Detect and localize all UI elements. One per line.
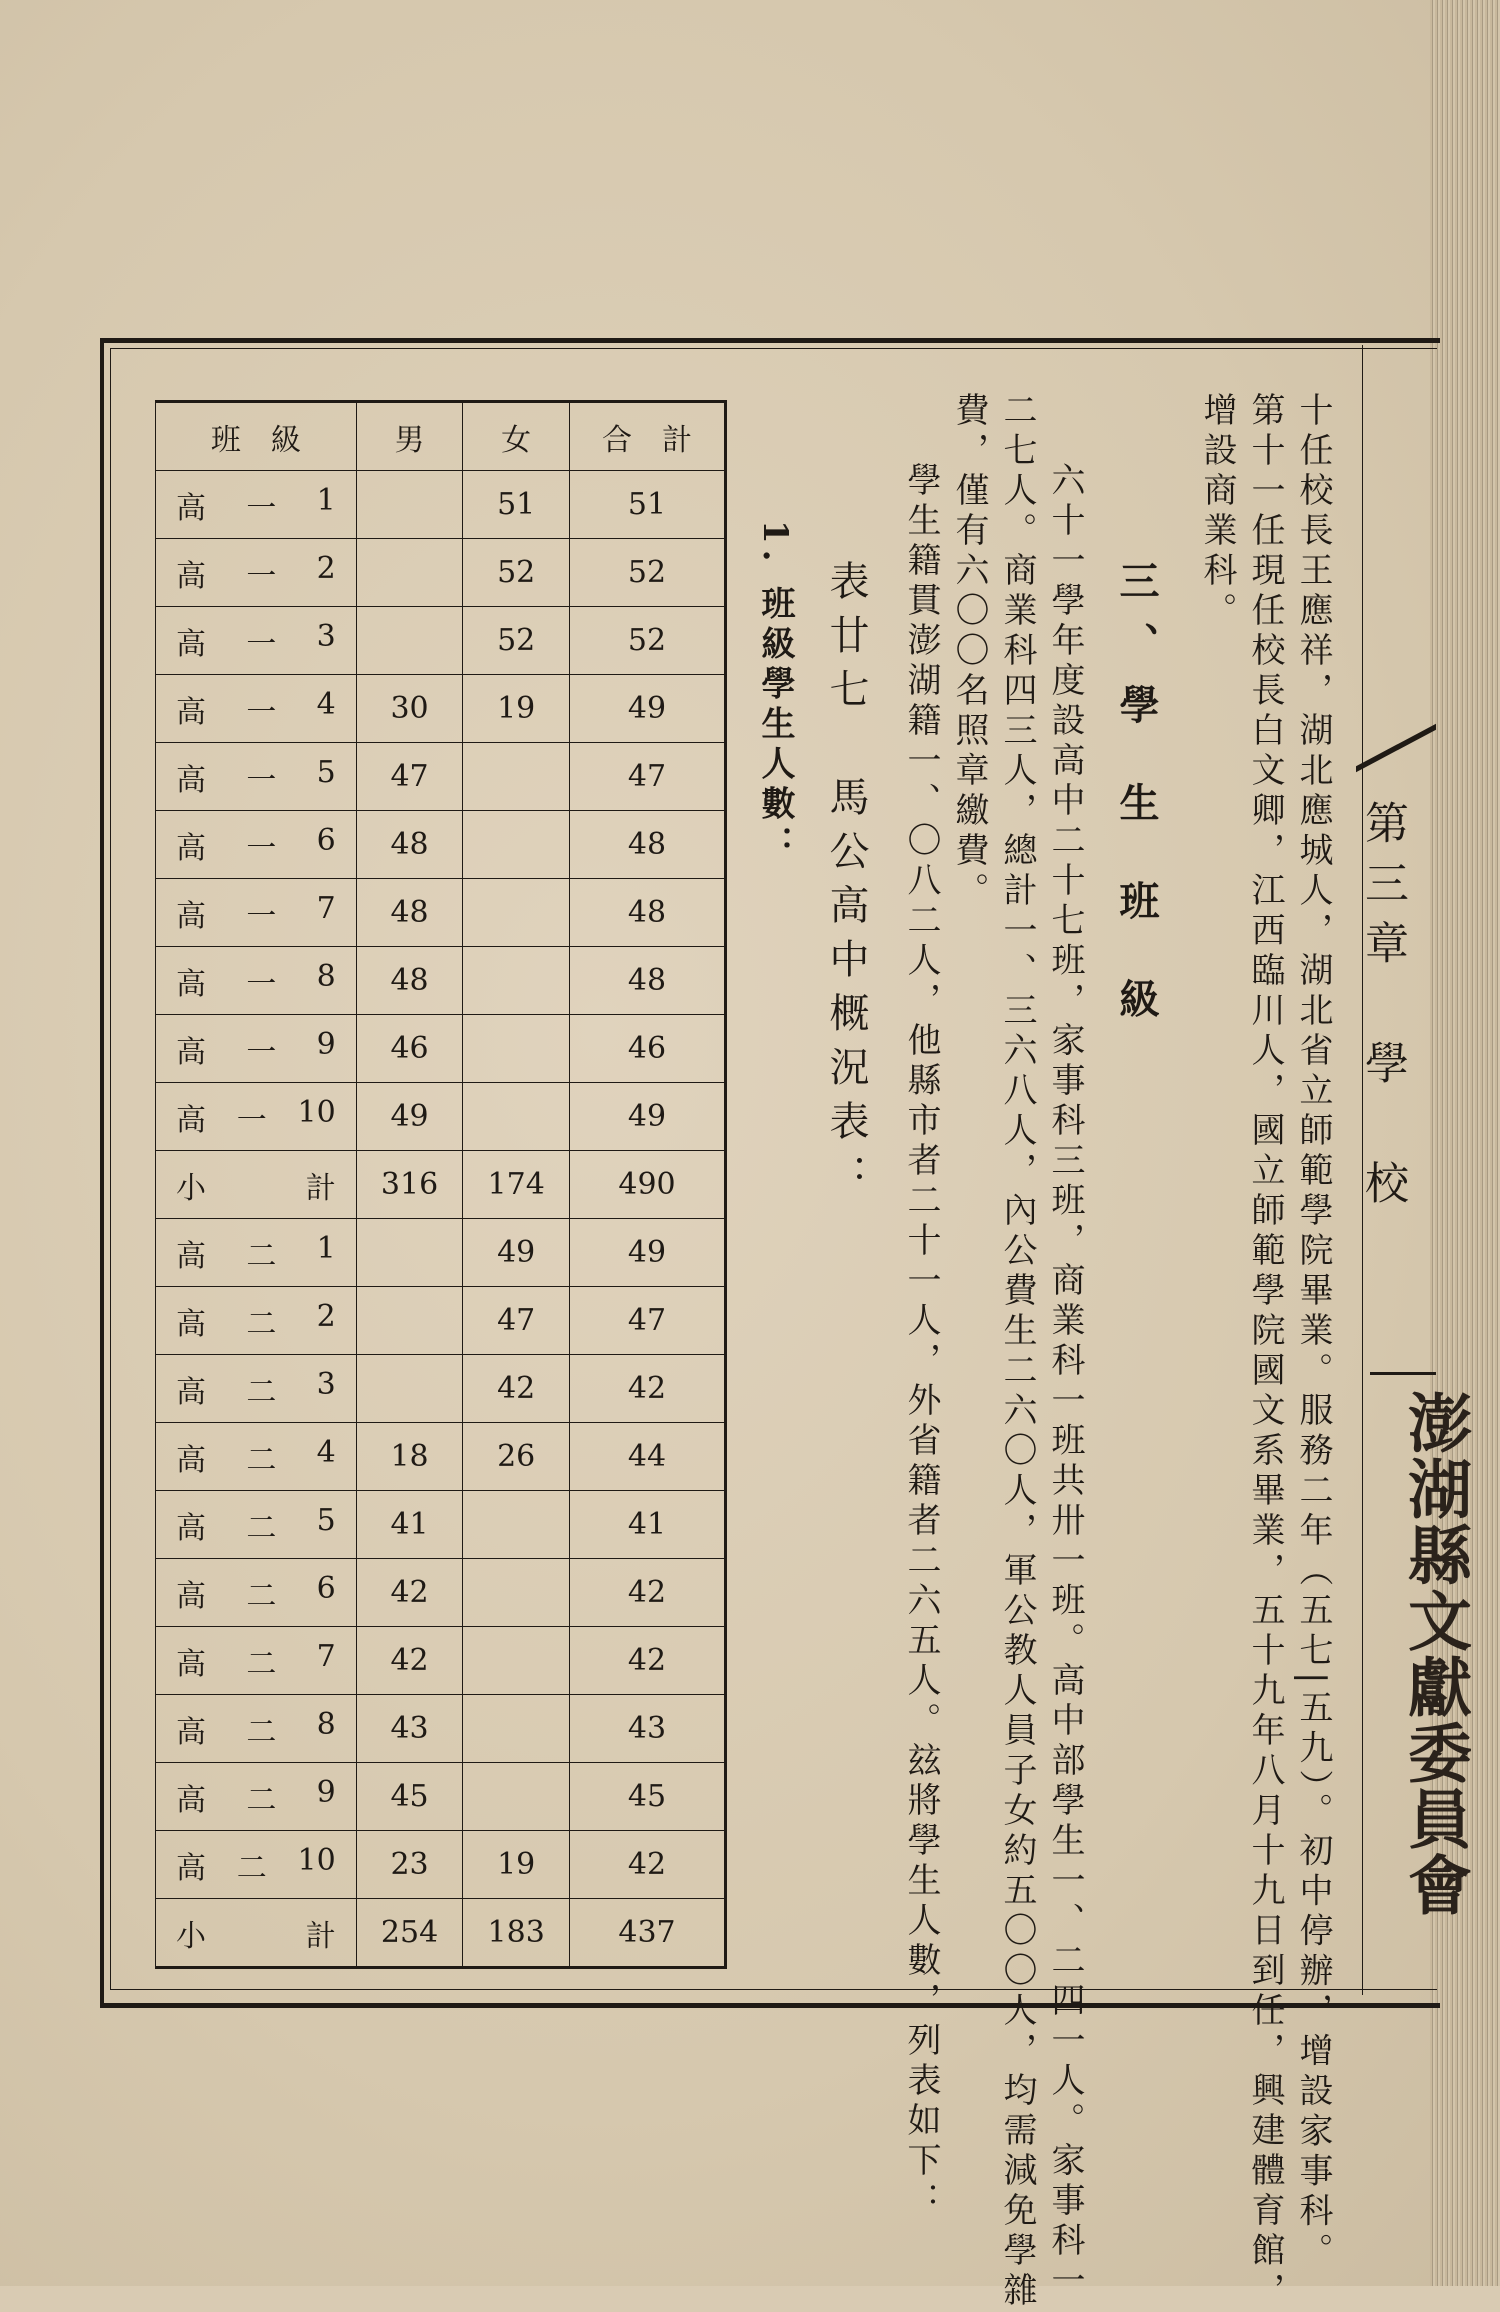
total-cell: 49 xyxy=(570,675,726,743)
male-cell: 42 xyxy=(356,1627,463,1695)
class-year: 二 xyxy=(246,1510,277,1546)
total-cell: 437 xyxy=(570,1899,726,1968)
table-row xyxy=(156,539,726,607)
table-row xyxy=(156,1423,726,1491)
class-cell xyxy=(156,1763,357,1831)
female-cell: 174 xyxy=(463,1151,570,1219)
total-cell: 490 xyxy=(570,1151,726,1219)
class-cell xyxy=(156,811,357,879)
class-grade: 高 xyxy=(176,1714,206,1750)
female-cell xyxy=(463,879,570,947)
male-cell: 23 xyxy=(356,1831,463,1899)
class-grade: 高 xyxy=(176,1646,206,1682)
total-cell: 48 xyxy=(570,811,726,879)
class-cell xyxy=(156,471,357,539)
total-cell: 42 xyxy=(570,1559,726,1627)
class-grade: 高 xyxy=(176,1850,206,1886)
male-cell: 49 xyxy=(356,1083,463,1151)
class-no: 10 xyxy=(297,1094,336,1130)
table-row xyxy=(156,1831,726,1899)
male-cell: 316 xyxy=(356,1151,463,1219)
total-cell: 43 xyxy=(570,1695,726,1763)
female-cell: 49 xyxy=(463,1219,570,1287)
female-cell xyxy=(463,1695,570,1763)
table-row xyxy=(156,1287,726,1355)
table-row xyxy=(156,1899,726,1968)
class-year: 一 xyxy=(246,966,277,1002)
class-no: 9 xyxy=(316,1774,336,1810)
class-year: 一 xyxy=(246,898,277,934)
table-row xyxy=(156,675,726,743)
body-column: 增設商業科。 xyxy=(1197,392,1237,632)
female-cell: 42 xyxy=(463,1355,570,1423)
class-cell xyxy=(156,1695,357,1763)
table-row xyxy=(156,1627,726,1695)
class-no: 計 xyxy=(305,1170,336,1206)
class-grade: 高 xyxy=(176,626,206,662)
class-no: 8 xyxy=(316,958,336,994)
total-cell: 47 xyxy=(570,1287,726,1355)
total-cell: 47 xyxy=(570,743,726,811)
class-no: 5 xyxy=(316,754,336,790)
male-cell xyxy=(356,471,463,539)
table-row xyxy=(156,1083,726,1151)
total-cell: 46 xyxy=(570,1015,726,1083)
female-cell xyxy=(463,1627,570,1695)
paragraph-column: 二七人。商業科四三人，總計一、三六八人，內公費生二六〇人，軍公教人員子女約五〇〇人，均需減免學雜 xyxy=(997,392,1037,2312)
class-cell xyxy=(156,1355,357,1423)
total-cell: 52 xyxy=(570,539,726,607)
class-no: 7 xyxy=(316,1638,336,1674)
class-year: 二 xyxy=(236,1850,267,1886)
county-rule xyxy=(1370,1372,1436,1375)
paragraph-column: 六十一學年度設高中二十七班，家事科三班，商業科一班共卅一班。高中部學生一、二四一人。家事科一 xyxy=(1045,462,1085,2302)
table-row xyxy=(156,1559,726,1627)
header-male: 男 xyxy=(356,402,463,471)
table-row xyxy=(156,1015,726,1083)
page-edge xyxy=(1430,0,1500,2286)
male-cell: 48 xyxy=(356,811,463,879)
female-cell xyxy=(463,1491,570,1559)
class-grade: 高 xyxy=(176,1238,206,1274)
body-column: 第十一任現任校長白文卿，江西臨川人，國立師範學院國文系畢業，五十九年八月十九日到任，興建體育館， xyxy=(1245,392,1285,2312)
class-grade: 高 xyxy=(176,694,206,730)
class-cell xyxy=(156,1083,357,1151)
class-cell xyxy=(156,1627,357,1695)
total-cell: 48 xyxy=(570,879,726,947)
table-row xyxy=(156,1491,726,1559)
female-cell xyxy=(463,1559,570,1627)
table-row xyxy=(156,879,726,947)
female-cell xyxy=(463,743,570,811)
total-cell: 49 xyxy=(570,1219,726,1287)
male-cell: 45 xyxy=(356,1763,463,1831)
header-class: 班 級 xyxy=(156,402,357,471)
male-cell: 46 xyxy=(356,1015,463,1083)
total-cell: 51 xyxy=(570,471,726,539)
class-grade: 高 xyxy=(176,1782,206,1818)
class-cell xyxy=(156,1287,357,1355)
male-cell xyxy=(356,1355,463,1423)
class-cell xyxy=(156,879,357,947)
class-cell xyxy=(156,1015,357,1083)
female-cell: 52 xyxy=(463,607,570,675)
class-year: 二 xyxy=(246,1306,277,1342)
section-heading: 三、學 生 班 級 xyxy=(1113,560,1160,1040)
class-grade: 高 xyxy=(176,558,206,594)
class-year: 一 xyxy=(246,694,277,730)
class-cell xyxy=(156,743,357,811)
class-year: 二 xyxy=(246,1374,277,1410)
header-total: 合 計 xyxy=(570,402,726,471)
male-cell: 254 xyxy=(356,1899,463,1968)
class-year: 一 xyxy=(246,830,277,866)
table-title: 表廿七 馬公高中概況表： xyxy=(823,560,869,1208)
class-grade: 小 xyxy=(176,1918,206,1954)
class-no: 3 xyxy=(316,618,336,654)
class-year: 二 xyxy=(246,1782,277,1818)
total-cell: 42 xyxy=(570,1627,726,1695)
class-grade: 高 xyxy=(176,898,206,934)
total-cell: 45 xyxy=(570,1763,726,1831)
class-year: 二 xyxy=(246,1646,277,1682)
class-no: 1 xyxy=(316,482,336,518)
class-grade: 高 xyxy=(176,1306,206,1342)
class-no: 4 xyxy=(316,1434,336,1470)
class-grade: 高 xyxy=(176,490,206,526)
table-row xyxy=(156,1355,726,1423)
female-cell: 52 xyxy=(463,539,570,607)
male-cell: 18 xyxy=(356,1423,463,1491)
female-cell: 51 xyxy=(463,471,570,539)
paragraph-column: 費，僅有六〇〇名照章繳費。 xyxy=(949,392,989,912)
male-cell: 43 xyxy=(356,1695,463,1763)
class-cell xyxy=(156,607,357,675)
table-row xyxy=(156,947,726,1015)
total-cell: 42 xyxy=(570,1831,726,1899)
male-cell xyxy=(356,1219,463,1287)
class-cell xyxy=(156,1831,357,1899)
table-row xyxy=(156,1151,726,1219)
class-year: 二 xyxy=(246,1714,277,1750)
table-subtitle: 1. 班級學生人數： xyxy=(755,520,795,866)
class-grade: 高 xyxy=(176,1442,206,1478)
table-row xyxy=(156,1695,726,1763)
class-student-table xyxy=(155,400,727,1969)
table-row xyxy=(156,811,726,879)
female-cell: 183 xyxy=(463,1899,570,1968)
class-no: 2 xyxy=(316,550,336,586)
female-cell: 26 xyxy=(463,1423,570,1491)
class-cell xyxy=(156,1423,357,1491)
female-cell: 19 xyxy=(463,675,570,743)
class-cell xyxy=(156,1491,357,1559)
class-grade: 高 xyxy=(176,1510,206,1546)
class-year: 二 xyxy=(246,1578,277,1614)
class-no: 7 xyxy=(316,890,336,926)
paragraph-column: 學生籍貫澎湖籍一、〇八二人，他縣市者二十一人，外省籍者二六五人。玆將學生人數，列表如下： xyxy=(901,462,941,2222)
class-year: 一 xyxy=(246,1034,277,1070)
class-no: 2 xyxy=(316,1298,336,1334)
class-no: 3 xyxy=(316,1366,336,1402)
class-no: 6 xyxy=(316,822,336,858)
class-grade: 高 xyxy=(176,966,206,1002)
class-year: 二 xyxy=(246,1442,277,1478)
male-cell: 42 xyxy=(356,1559,463,1627)
male-cell xyxy=(356,539,463,607)
class-grade: 高 xyxy=(176,1374,206,1410)
class-grade: 高 xyxy=(176,1102,206,1138)
class-cell xyxy=(156,675,357,743)
total-cell: 41 xyxy=(570,1491,726,1559)
female-cell: 47 xyxy=(463,1287,570,1355)
class-grade: 高 xyxy=(176,1034,206,1070)
male-cell xyxy=(356,1287,463,1355)
county-committee-title: 澎湖縣文獻委員會 xyxy=(1397,1390,1472,1918)
total-cell: 42 xyxy=(570,1355,726,1423)
male-cell: 48 xyxy=(356,879,463,947)
male-cell xyxy=(356,607,463,675)
class-year: 一 xyxy=(236,1102,267,1138)
male-cell: 48 xyxy=(356,947,463,1015)
table-row xyxy=(156,471,726,539)
class-cell xyxy=(156,1559,357,1627)
class-year: 一 xyxy=(246,490,277,526)
chapter-title: 第三章 學 校 xyxy=(1357,800,1408,1220)
table-row xyxy=(156,607,726,675)
total-cell: 48 xyxy=(570,947,726,1015)
class-no: 6 xyxy=(316,1570,336,1606)
class-no: 5 xyxy=(316,1502,336,1538)
class-cell xyxy=(156,1151,357,1219)
female-cell xyxy=(463,947,570,1015)
table-row xyxy=(156,1219,726,1287)
table-header-row xyxy=(156,402,726,471)
total-cell: 44 xyxy=(570,1423,726,1491)
class-no: 4 xyxy=(316,686,336,722)
female-cell: 19 xyxy=(463,1831,570,1899)
class-year: 一 xyxy=(246,558,277,594)
male-cell: 47 xyxy=(356,743,463,811)
male-cell: 30 xyxy=(356,675,463,743)
header-female: 女 xyxy=(463,402,570,471)
class-cell xyxy=(156,1219,357,1287)
class-year: 一 xyxy=(246,626,277,662)
female-cell xyxy=(463,811,570,879)
body-column: 十任校長王應祥，湖北應城人，湖北省立師範學院畢業。服務二年（五七|五九）。初中停辦，增設家事科。 xyxy=(1293,392,1333,2273)
female-cell xyxy=(463,1083,570,1151)
female-cell xyxy=(463,1015,570,1083)
total-cell: 52 xyxy=(570,607,726,675)
female-cell xyxy=(463,1763,570,1831)
total-cell: 49 xyxy=(570,1083,726,1151)
class-grade: 高 xyxy=(176,1578,206,1614)
class-cell xyxy=(156,947,357,1015)
table-row xyxy=(156,1763,726,1831)
class-grade: 高 xyxy=(176,830,206,866)
class-grade: 小 xyxy=(176,1170,206,1206)
class-no: 10 xyxy=(297,1842,336,1878)
class-year: 一 xyxy=(246,762,277,798)
class-no: 1 xyxy=(316,1230,336,1266)
class-no: 9 xyxy=(316,1026,336,1062)
class-grade: 高 xyxy=(176,762,206,798)
class-cell xyxy=(156,1899,357,1968)
male-cell: 41 xyxy=(356,1491,463,1559)
table-row xyxy=(156,743,726,811)
class-no: 8 xyxy=(316,1706,336,1742)
class-no: 計 xyxy=(305,1918,336,1954)
class-year: 二 xyxy=(246,1238,277,1274)
class-cell xyxy=(156,539,357,607)
